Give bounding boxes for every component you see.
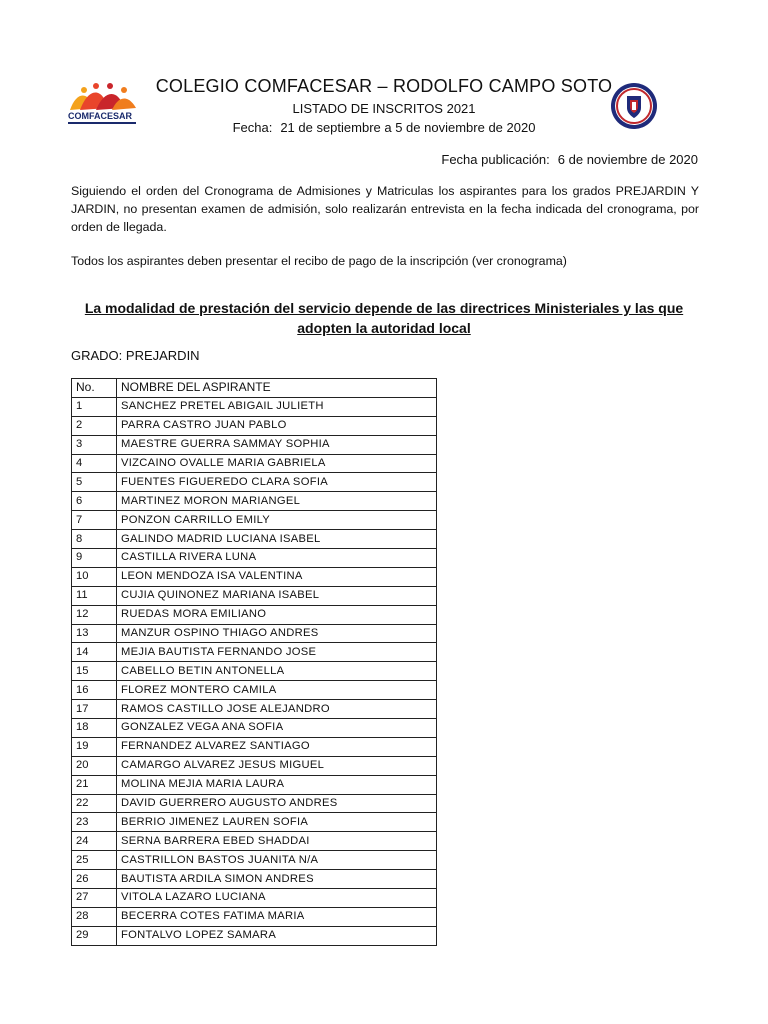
table-row — [72, 813, 437, 832]
grade-heading: GRADO: PREJARDIN — [71, 348, 200, 363]
service-notice: La modalidad de prestación del servicio depende de las directrices Ministeriales y las que adopten la autoridad local — [84, 300, 684, 336]
row-number: 1 — [72, 397, 117, 416]
table-row — [72, 775, 437, 794]
table-row — [72, 851, 437, 870]
applicant-name: BECERRA COTES FATIMA MARIA — [117, 907, 437, 926]
applicant-name: RAMOS CASTILLO JOSE ALEJANDRO — [117, 700, 437, 719]
table-row — [72, 605, 437, 624]
row-number: 21 — [72, 775, 117, 794]
svg-text:COMFACESAR: COMFACESAR — [68, 111, 133, 121]
table-row — [72, 530, 437, 549]
row-number: 8 — [72, 530, 117, 549]
table-row — [72, 473, 437, 492]
publication-value: 6 de noviembre de 2020 — [557, 152, 698, 167]
table-row — [72, 794, 437, 813]
table-row — [72, 719, 437, 738]
table-row — [72, 681, 437, 700]
table-row — [72, 416, 437, 435]
applicant-name: CASTILLA RIVERA LUNA — [117, 549, 437, 568]
applicants-table — [71, 378, 437, 946]
row-number: 22 — [72, 794, 117, 813]
table-row — [72, 737, 437, 756]
row-number: 12 — [72, 605, 117, 624]
table-header-row — [72, 379, 437, 398]
table-row — [72, 492, 437, 511]
table-row — [72, 870, 437, 889]
table-row — [72, 889, 437, 908]
row-number: 25 — [72, 851, 117, 870]
table-row — [72, 624, 437, 643]
table-row — [72, 907, 437, 926]
applicant-name: CUJIA QUINONEZ MARIANA ISABEL — [117, 586, 437, 605]
row-number: 26 — [72, 870, 117, 889]
applicant-name: VITOLA LAZARO LUCIANA — [117, 889, 437, 908]
header-number: No. — [72, 379, 117, 398]
applicant-name: FONTALVO LOPEZ SAMARA — [117, 926, 437, 945]
registration-date — [0, 120, 768, 135]
applicant-name: GONZALEZ VEGA ANA SOFIA — [117, 719, 437, 738]
table-row — [72, 454, 437, 473]
payment-paragraph: Todos los aspirantes deben presentar el recibo de pago de la inscripción (ver cronograma) — [71, 254, 567, 268]
applicant-name: RUEDAS MORA EMILIANO — [117, 605, 437, 624]
row-number: 7 — [72, 511, 117, 530]
applicant-name: CASTRILLON BASTOS JUANITA N/A — [117, 851, 437, 870]
applicant-name: FERNANDEZ ALVAREZ SANTIAGO — [117, 737, 437, 756]
applicant-name: MOLINA MEJIA MARIA LAURA — [117, 775, 437, 794]
row-number: 17 — [72, 700, 117, 719]
applicant-name: BERRIO JIMENEZ LAUREN SOFIA — [117, 813, 437, 832]
applicant-name: SERNA BARRERA EBED SHADDAI — [117, 832, 437, 851]
table-row — [72, 549, 437, 568]
applicant-name: SANCHEZ PRETEL ABIGAIL JULIETH — [117, 397, 437, 416]
applicant-name: MEJIA BAUTISTA FERNANDO JOSE — [117, 643, 437, 662]
row-number: 15 — [72, 662, 117, 681]
row-number: 24 — [72, 832, 117, 851]
row-number: 10 — [72, 567, 117, 586]
row-number: 4 — [72, 454, 117, 473]
row-number: 18 — [72, 719, 117, 738]
intro-paragraph: Siguiendo el orden del Cronograma de Admisiones y Matriculas los aspirantes para los grados PREJARDIN Y JARDIN, no presentan examen de admisión, solo realizarán entrevista en la fecha indicada del cronograma, por orden de llegada. — [71, 184, 699, 234]
applicant-name: LEON MENDOZA ISA VALENTINA — [117, 567, 437, 586]
table-row — [72, 832, 437, 851]
school-title: COLEGIO COMFACESAR – RODOLFO CAMPO SOTO — [155, 76, 613, 96]
applicant-name: FLOREZ MONTERO CAMILA — [117, 681, 437, 700]
row-number: 13 — [72, 624, 117, 643]
row-number: 14 — [72, 643, 117, 662]
row-number: 16 — [72, 681, 117, 700]
applicant-name: BAUTISTA ARDILA SIMON ANDRES — [117, 870, 437, 889]
applicant-name: MARTINEZ MORON MARIANGEL — [117, 492, 437, 511]
table-row — [72, 397, 437, 416]
applicant-name: GALINDO MADRID LUCIANA ISABEL — [117, 530, 437, 549]
applicant-name: CAMARGO ALVAREZ JESUS MIGUEL — [117, 756, 437, 775]
date-value: 21 de septiembre a 5 de noviembre de 2020 — [280, 120, 536, 135]
applicant-name: VIZCAINO OVALLE MARIA GABRIELA — [117, 454, 437, 473]
applicant-name: MANZUR OSPINO THIAGO ANDRES — [117, 624, 437, 643]
row-number: 2 — [72, 416, 117, 435]
row-number: 11 — [72, 586, 117, 605]
table-row — [72, 926, 437, 945]
publication-date — [441, 152, 698, 167]
publication-label: Fecha publicación: — [441, 152, 550, 167]
row-number: 29 — [72, 926, 117, 945]
applicant-name: PARRA CASTRO JUAN PABLO — [117, 416, 437, 435]
applicant-name: FUENTES FIGUEREDO CLARA SOFIA — [117, 473, 437, 492]
table-row — [72, 586, 437, 605]
table-row — [72, 756, 437, 775]
row-number: 20 — [72, 756, 117, 775]
table-row — [72, 643, 437, 662]
table-row — [72, 511, 437, 530]
table-row — [72, 435, 437, 454]
table-row — [72, 662, 437, 681]
applicant-name: PONZON CARRILLO EMILY — [117, 511, 437, 530]
header-name: NOMBRE DEL ASPIRANTE — [117, 379, 437, 398]
table-row — [72, 567, 437, 586]
applicant-name: DAVID GUERRERO AUGUSTO ANDRES — [117, 794, 437, 813]
row-number: 9 — [72, 549, 117, 568]
date-label: Fecha: — [232, 120, 273, 135]
row-number: 28 — [72, 907, 117, 926]
list-subtitle: LISTADO DE INSCRITOS 2021 — [292, 101, 476, 116]
row-number: 27 — [72, 889, 117, 908]
table-row — [72, 700, 437, 719]
applicant-name: MAESTRE GUERRA SAMMAY SOPHIA — [117, 435, 437, 454]
row-number: 19 — [72, 737, 117, 756]
applicant-name: CABELLO BETIN ANTONELLA — [117, 662, 437, 681]
row-number: 3 — [72, 435, 117, 454]
row-number: 23 — [72, 813, 117, 832]
row-number: 5 — [72, 473, 117, 492]
row-number: 6 — [72, 492, 117, 511]
